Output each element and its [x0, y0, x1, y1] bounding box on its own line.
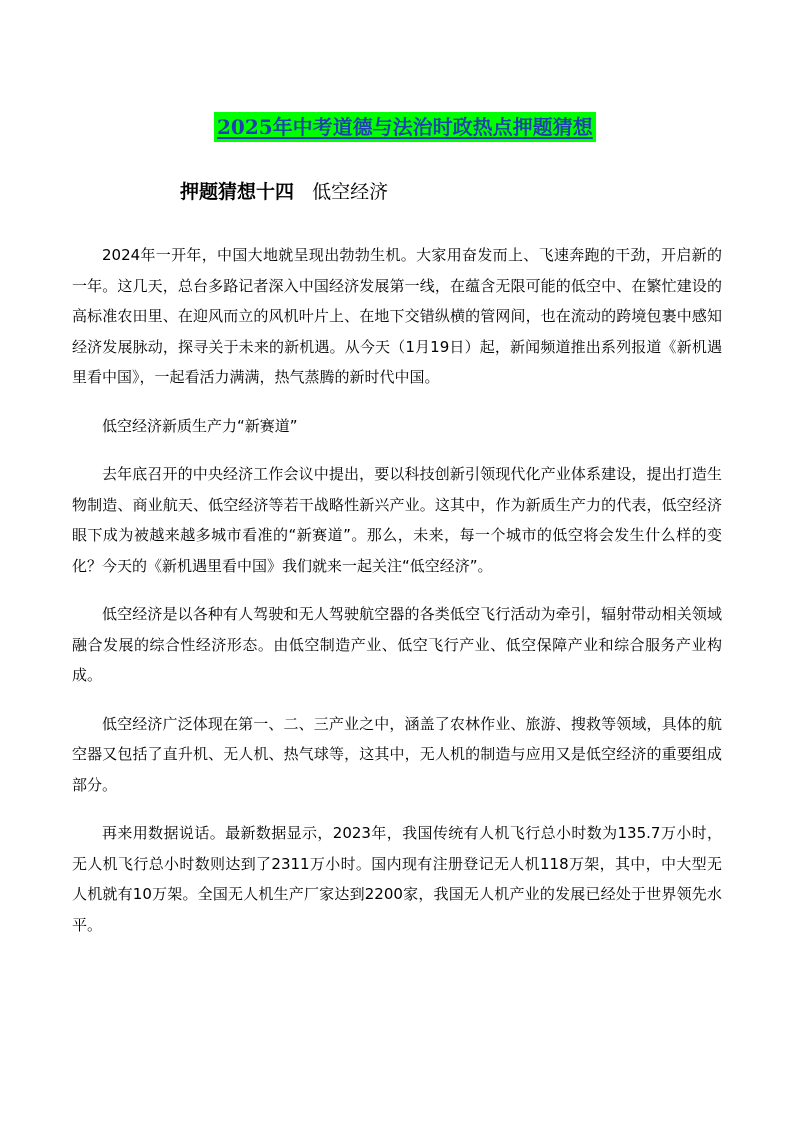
paragraph-gap: [72, 393, 722, 411]
subtitle-topic: 低空经济: [312, 181, 389, 203]
document-title-container: [214, 112, 658, 144]
paragraph-definition: 低空经济是以各种有人驾驶和无人驾驶航空器的各类低空飞行活动为牵引，辐射带动相关领域融合发展的综合性经济形态。由低空制造产业、低空飞行产业、低空保障产业和综合服务产业构成。: [72, 605, 722, 684]
paragraph-gap: [72, 800, 722, 818]
paragraph-intro: 2024年一开年，中国大地就呈现出勃勃生机。大家用奋发而上、飞速奔跑的干劲，开启新的一年。这几天，总台多路记者深入中国经济发展第一线，在蕴含无限可能的低空中、在繁忙建设的高标准农田里、在迎风而立的风机叶片上、在地下交错纵横的管网间，也在流动的跨境包裹中感知经济发展脉动，探寻关于未来的新机遇。从今天（1月19日）起，新闻频道推出系列报道《新机遇里看中国》，一起看活力满满，热气蒸腾的新时代中国。: [72, 246, 722, 386]
document-body: [72, 240, 722, 940]
paragraph-heading: 低空经济新质生产力“新赛道”: [102, 416, 298, 435]
document-title: 2025年中考道德与法治时政热点押题猜想: [214, 112, 596, 142]
paragraph-conference: 去年底召开的中央经济工作会议中提出，要以科技创新引领现代化产业体系建设，提出打造生物制造、商业航天、低空经济等若干战略性新兴产业。这其中，作为新质生产力的代表，低空经济眼下成为被越来越多城市看准的“新赛道”。那么，未来，每一个城市的低空将会发生什么样的变化？今天的《新机遇里看中国》我们就来一起关注“低空经济”。: [72, 465, 722, 575]
paragraph-gap: [72, 691, 722, 709]
paragraph-scope: 低空经济广泛体现在第一、二、三产业之中，涵盖了农林作业、旅游、搜救等领域，具体的航空器又包括了直升机、无人机、热气球等，这其中，无人机的制造与应用又是低空经济的重要组成部分。: [72, 714, 722, 794]
paragraph-gap: [72, 581, 722, 599]
paragraph-data: 再来用数据说话。最新数据显示，2023年，我国传统有人机飞行总小时数为135.7万小时，无人机飞行总小时数则达到了2311万小时。国内现有注册登记无人机118万架，其中，中大型无人机就有10万架。全国无人机生产厂家达到2200家，我国无人机产业的发展已经处于世界领先水平。: [72, 824, 722, 934]
document-subtitle: [180, 177, 600, 207]
paragraph-gap: [72, 441, 722, 459]
subtitle-label: 押题猜想十四: [180, 181, 295, 203]
